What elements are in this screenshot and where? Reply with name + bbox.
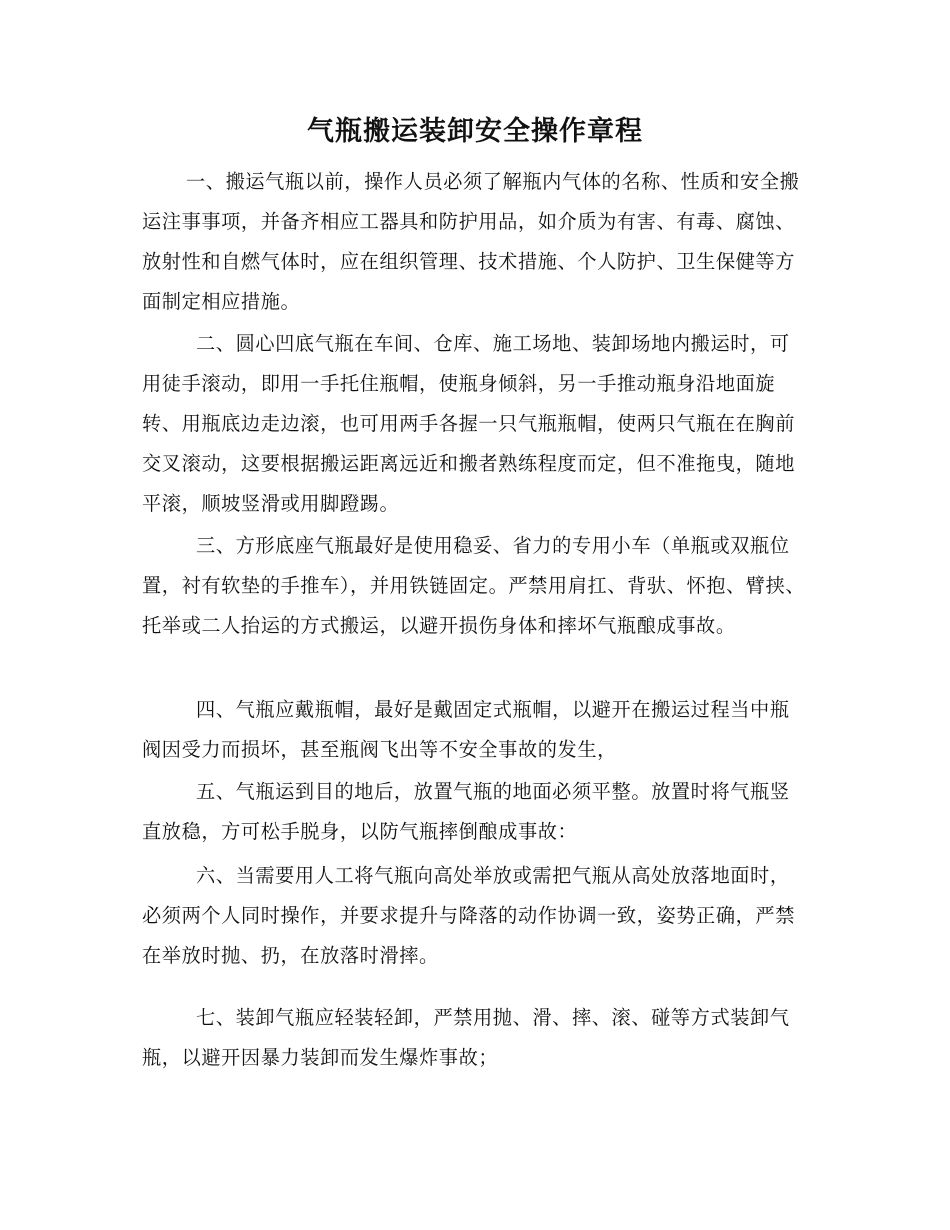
- paragraph-5: 五、气瓶运到目的地后，放置气瓶的地面必须平整。放置时将气瓶竖直放稳，方可松手脱身，以防气瓶摔倒酿成事故：: [142, 780, 790, 843]
- paragraph-2: 二、圆心凹底气瓶在车间、仓库、施工场地、装卸场地内搬运时，可用徒手滚动，即用一手托住瓶帽，使瓶身倾斜，另一手推动瓶身沿地面旋转、用瓶底边走边滚，也可用两手各握一只气瓶瓶帽，使两只气瓶在在胸前交叉滚动，这要根据搬运距离远近和搬者熟练程度而定，但不准拖曳，随地平滚，顺坡竖滑或用脚蹬踢。: [142, 332, 795, 515]
- paragraph-3: 三、方形底座气瓶最好是使用稳妥、省力的专用小车（单瓶或双瓶位置，衬有软垫的手推车），并用铁链固定。严禁用肩扛、背驮、怀抱、臂挟、托举或二人抬运的方式搬运，以避开损伤身体和摔坏气瓶酿成事故。: [142, 534, 806, 637]
- paragraph-1: 一、搬运气瓶以前，操作人员必须了解瓶内气体的名称、性质和安全搬运注事事项，并备齐相应工器具和防护用品，如介质为有害、有毒、腐蚀、放射性和自燃气体时，应在组织管理、技术措施、个人防护、卫生保健等方面制定相应措施。: [142, 170, 800, 313]
- paragraph-6: 六、当需要用人工将气瓶向高处举放或需把气瓶从高处放落地面时，必须两个人同时操作，并要求提升与降落的动作协调一致，姿势正确，严禁在举放时抛、扔，在放落时滑摔。: [142, 864, 795, 967]
- paragraph-4: 四、气瓶应戴瓶帽，最好是戴固定式瓶帽，以避开在搬运过程当中瓶阀因受力而损坏，甚至瓶阀飞出等不安全事故的发生，: [142, 698, 790, 761]
- paragraph-7: 七、装卸气瓶应轻装轻卸，严禁用抛、滑、摔、滚、碰等方式装卸气瓶，以避开因暴力装卸而发生爆炸事故；: [142, 1006, 790, 1069]
- page-title: 气瓶搬运装卸安全操作章程: [307, 116, 643, 147]
